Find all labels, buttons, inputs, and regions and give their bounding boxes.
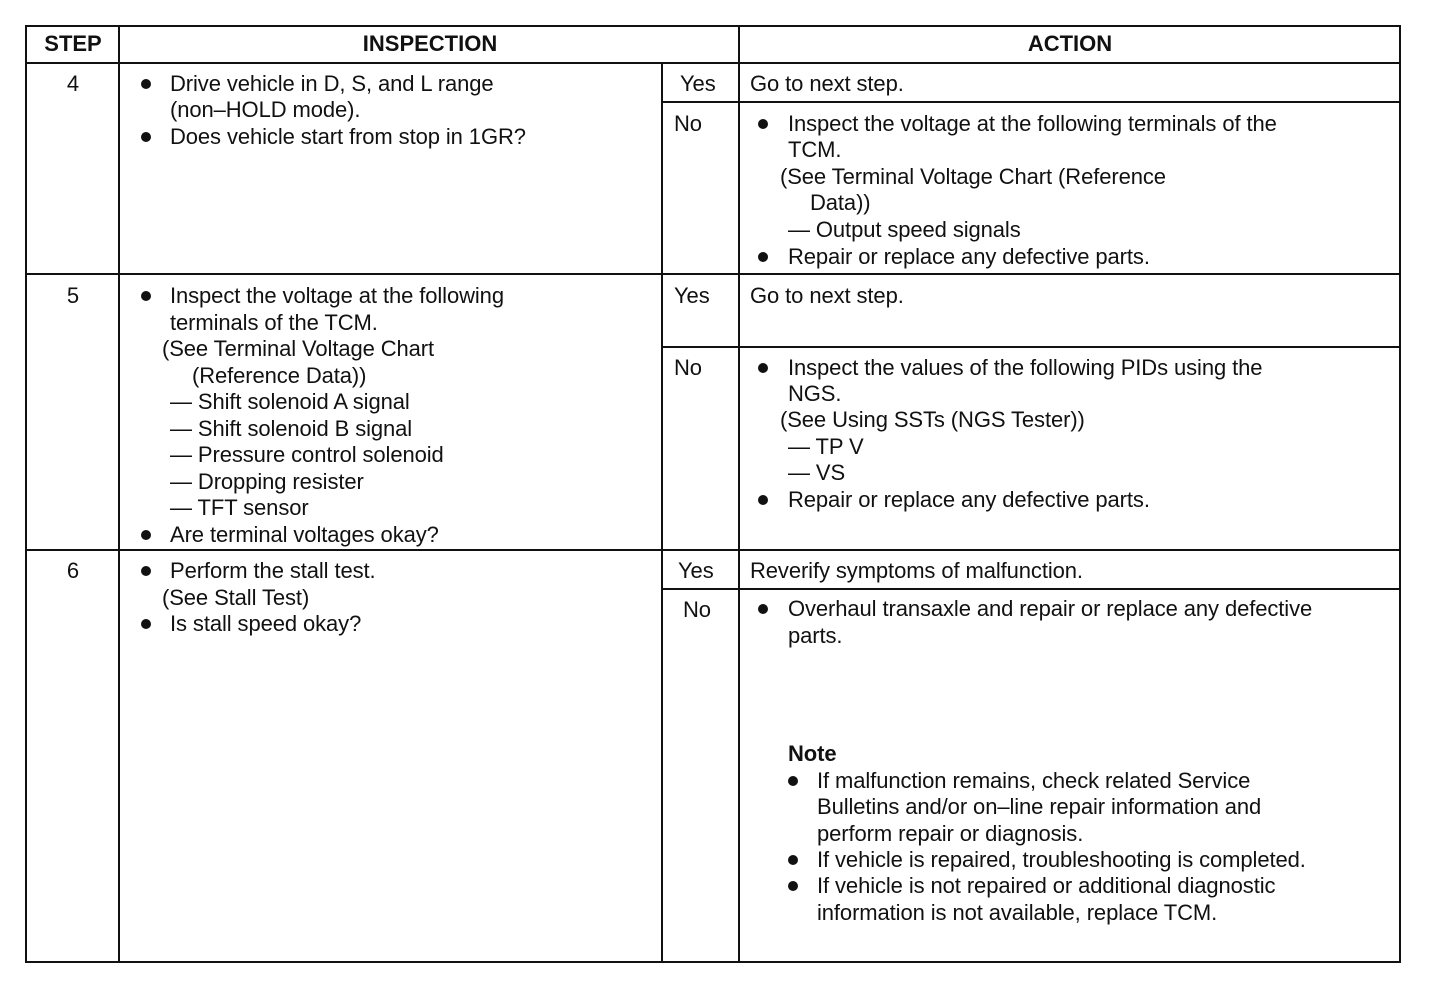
inspection-line: terminals of the TCM. (170, 310, 378, 335)
step-number: 4 (66, 71, 80, 96)
step-number: 6 (66, 558, 80, 583)
row4-yes-divider (661, 101, 1400, 103)
action-line: — VS (788, 460, 846, 485)
bullet-icon (788, 776, 798, 786)
bullet-icon (788, 855, 798, 865)
note-title: Note (788, 741, 837, 766)
row5-yes-divider (661, 346, 1400, 348)
action-line: NGS. (788, 381, 842, 406)
row-divider-4-5 (26, 273, 1400, 275)
col-divider-action (738, 26, 740, 962)
no-label: No (683, 597, 711, 622)
action-line: Overhaul transaxle and repair or replace any defective (788, 596, 1313, 621)
note-line: If vehicle is repaired, troubleshooting is completed. (817, 847, 1306, 872)
action-line: parts. (788, 623, 843, 648)
note-line: information is not available, replace TCM. (817, 900, 1218, 925)
yes-label: Yes (674, 283, 710, 308)
action-line: — Output speed signals (788, 217, 1021, 242)
no-label: No (674, 355, 702, 380)
header-step: STEP (44, 31, 102, 56)
action-text: Go to next step. (750, 283, 904, 308)
bullet-icon (141, 566, 151, 576)
bullet-icon (758, 363, 768, 373)
action-line: Repair or replace any defective parts. (788, 487, 1150, 512)
bullet-icon (758, 119, 768, 129)
reference-line: (See Using SSTs (NGS Tester)) (780, 407, 1085, 432)
bullet-icon (788, 881, 798, 891)
row6-yes-divider (661, 588, 1400, 590)
action-line: Inspect the voltage at the following terminals of the (788, 111, 1277, 136)
no-label: No (674, 111, 702, 136)
inspection-line: Drive vehicle in D, S, and L range (170, 71, 494, 96)
action-line: TCM. (788, 137, 842, 162)
inspection-line: (non–HOLD mode). (170, 97, 361, 122)
note-line: If malfunction remains, check related Service (817, 768, 1251, 793)
inspection-line: Is stall speed okay? (170, 611, 362, 636)
reference-line: Data)) (810, 190, 871, 215)
action-text: Reverify symptoms of malfunction. (750, 558, 1083, 583)
note-line: If vehicle is not repaired or additional diagnostic (817, 873, 1276, 898)
inspection-line: — Pressure control solenoid (170, 442, 444, 467)
row-divider-5-6 (26, 549, 1400, 551)
reference-line: (See Terminal Voltage Chart (162, 336, 435, 361)
step-number: 5 (66, 283, 80, 308)
reference-line: (Reference Data)) (192, 363, 367, 388)
header-action: ACTION (1027, 31, 1113, 56)
inspection-line: — Shift solenoid B signal (170, 416, 413, 441)
inspection-line: Perform the stall test. (170, 558, 376, 583)
col-divider-yesno (661, 64, 663, 962)
reference-line: (See Stall Test) (162, 585, 310, 610)
bullet-icon (141, 291, 151, 301)
action-line: — TP V (788, 434, 864, 459)
bullet-icon (141, 619, 151, 629)
note-line: perform repair or diagnosis. (817, 821, 1084, 846)
action-line: Repair or replace any defective parts. (788, 244, 1150, 269)
reference-line: (See Terminal Voltage Chart (Reference (780, 164, 1166, 189)
inspection-line: — Shift solenoid A signal (170, 389, 410, 414)
inspection-line: Are terminal voltages okay? (170, 522, 439, 547)
action-line: Inspect the values of the following PIDs using the (788, 355, 1263, 380)
bullet-icon (758, 252, 768, 262)
bullet-icon (141, 132, 151, 142)
inspection-line: — TFT sensor (170, 495, 309, 520)
note-line: Bulletins and/or on–line repair information and (817, 794, 1262, 819)
bullet-icon (141, 79, 151, 89)
col-divider-step (118, 26, 120, 962)
yes-label: Yes (678, 558, 714, 583)
header-divider (26, 62, 1400, 64)
action-text: Go to next step. (750, 71, 904, 96)
header-inspection: INSPECTION (362, 31, 498, 56)
bullet-icon (758, 604, 768, 614)
inspection-line: Inspect the voltage at the following (170, 283, 504, 308)
bullet-icon (141, 530, 151, 540)
yes-label: Yes (680, 71, 716, 96)
bullet-icon (758, 495, 768, 505)
inspection-line: — Dropping resister (170, 469, 364, 494)
inspection-line: Does vehicle start from stop in 1GR? (170, 124, 526, 149)
